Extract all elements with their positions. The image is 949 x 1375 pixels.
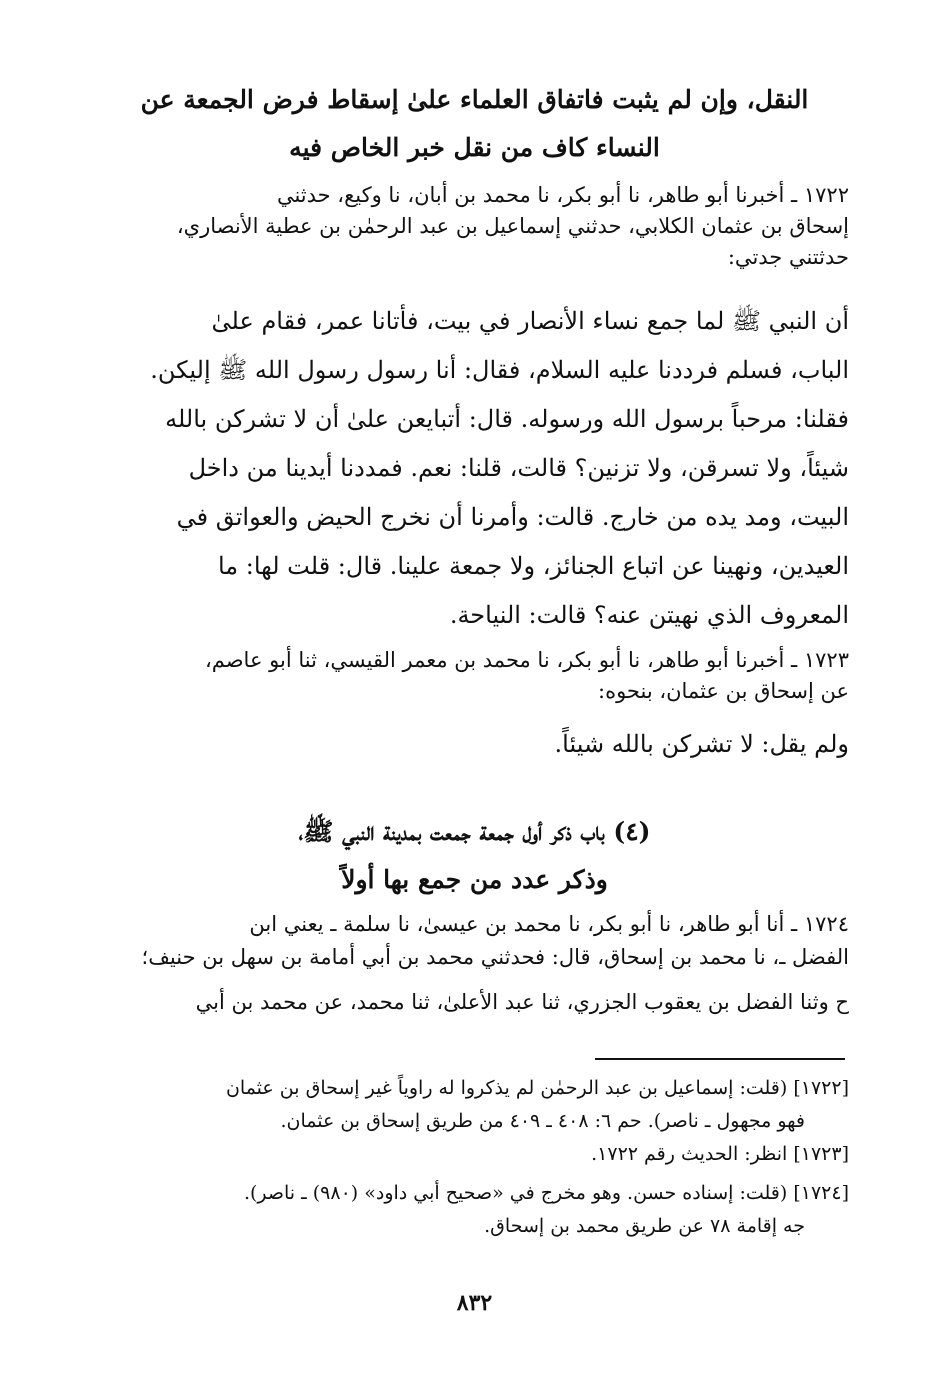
isnad-line: إسحاق بن عثمان الكلابي، حدثني إسماعيل بن عبد الرحمٰن بن عطية الأنصاري، bbox=[176, 214, 849, 238]
matn-line: شيئاً، ولا تسرقن، ولا تزنين؟ قالت، قلنا: نعم. فمددنا أيدينا من داخل bbox=[188, 454, 849, 482]
hadith-1723-isnad bbox=[100, 645, 849, 707]
footnote-line: [١٧٢٣] انظر: الحديث رقم ١٧٢٢. bbox=[591, 1143, 849, 1165]
footnote-line: فهو مجهول ـ ناصر). حم ٦: ٤٠٨ ـ ٤٠٩ من طريق إسحاق بن عثمان. bbox=[280, 1110, 805, 1132]
isnad-line: الفضل ـ، نا محمد بن إسحاق، قال: فحدثني محمد بن أبي أمامة بن سهل بن حنيف؛ bbox=[141, 945, 849, 969]
footnote-1722 bbox=[100, 1072, 849, 1138]
footnotes bbox=[100, 1072, 849, 1243]
isnad-line: ١٧٢٤ ـ أنا أبو طاهر، نا أبو بكر، نا محمد بن عيسىٰ، نا سلمة ـ يعني ابن bbox=[249, 912, 849, 936]
matn-line: الباب، فسلم فرددنا عليه السلام، فقال: أنا رسول رسول الله ﷺ إليكن. bbox=[150, 356, 849, 384]
isnad-line: ١٧٢٣ ـ أخبرنا أبو طاهر، نا أبو بكر، نا محمد بن معمر القيسي، ثنا أبو عاصم، bbox=[204, 648, 849, 672]
matn-line: العيدين، ونهينا عن اتباع الجنائز، ولا جمعة علينا. قال: قلت لها: ما bbox=[217, 552, 849, 580]
hadith-1724-isnad bbox=[100, 908, 849, 1019]
isnad-line: ١٧٢٢ ـ أخبرنا أبو طاهر، نا أبو بكر، نا محمد بن أبان، نا وكيع، حدثني bbox=[276, 183, 849, 207]
matn-line: ولم يقل: لا تشركن بالله شيئاً. bbox=[554, 730, 849, 758]
chapter-heading-4 bbox=[100, 808, 849, 904]
isnad-line: حدثتني جدتي: bbox=[727, 245, 849, 269]
hadith-1723-matn bbox=[100, 720, 849, 769]
hadith-1722-matn bbox=[100, 297, 849, 640]
matn-line: فقلنا: مرحباً برسول الله ورسوله. قال: أتبايعن علىٰ أن لا تشركن بالله bbox=[165, 405, 849, 433]
footnote-separator bbox=[595, 1058, 845, 1060]
heading-line: (٤) باب ذكر أول جمعة جمعت بمدينة النبي ﷺ، bbox=[298, 817, 651, 846]
matn-line: أن النبي ﷺ لما جمع نساء الأنصار في بيت، فأتانا عمر، فقام علىٰ bbox=[211, 307, 849, 335]
footnote-line: [١٧٢٤] (قلت: إسناده حسن. وهو مخرج في «صحيح أبي داود» (٩٨٠) ـ ناصر). bbox=[243, 1182, 849, 1204]
heading-line: النقل، وإن لم يثبت فاتفاق العلماء علىٰ إسقاط فرض الجمعة عن bbox=[140, 85, 809, 114]
matn-line: البيت، ومد يده من خارج. قالت: وأمرنا أن نخرج الحيض والعواتق في bbox=[176, 503, 849, 531]
page-number: ٨٣٢ bbox=[456, 1290, 493, 1316]
footnote-line: جه إقامة ٧٨ عن طريق محمد بن إسحاق. bbox=[484, 1215, 805, 1237]
heading-line: النساء كاف من نقل خبر الخاص فيه bbox=[289, 133, 660, 162]
isnad-line: ح وثنا الفضل بن يعقوب الجزري، ثنا عبد الأعلىٰ، ثنا محمد، عن محمد بن أبي bbox=[195, 990, 849, 1014]
matn-line: المعروف الذي نهيتن عنه؟ قالت: النياحة. bbox=[449, 601, 849, 629]
chapter-continuation-heading bbox=[100, 76, 849, 172]
footnote-1723 bbox=[100, 1138, 849, 1171]
heading-line: وذكر عدد من جمع بها أولاً bbox=[341, 865, 608, 894]
hadith-1722-isnad bbox=[100, 180, 849, 273]
footnote-line: [١٧٢٢] (قلت: إسماعيل بن عبد الرحمٰن لم يذكروا له راوياً غير إسحاق بن عثمان bbox=[225, 1077, 849, 1099]
isnad-line: عن إسحاق بن عثمان، بنحوه: bbox=[598, 679, 849, 703]
footnote-1724 bbox=[100, 1177, 849, 1243]
